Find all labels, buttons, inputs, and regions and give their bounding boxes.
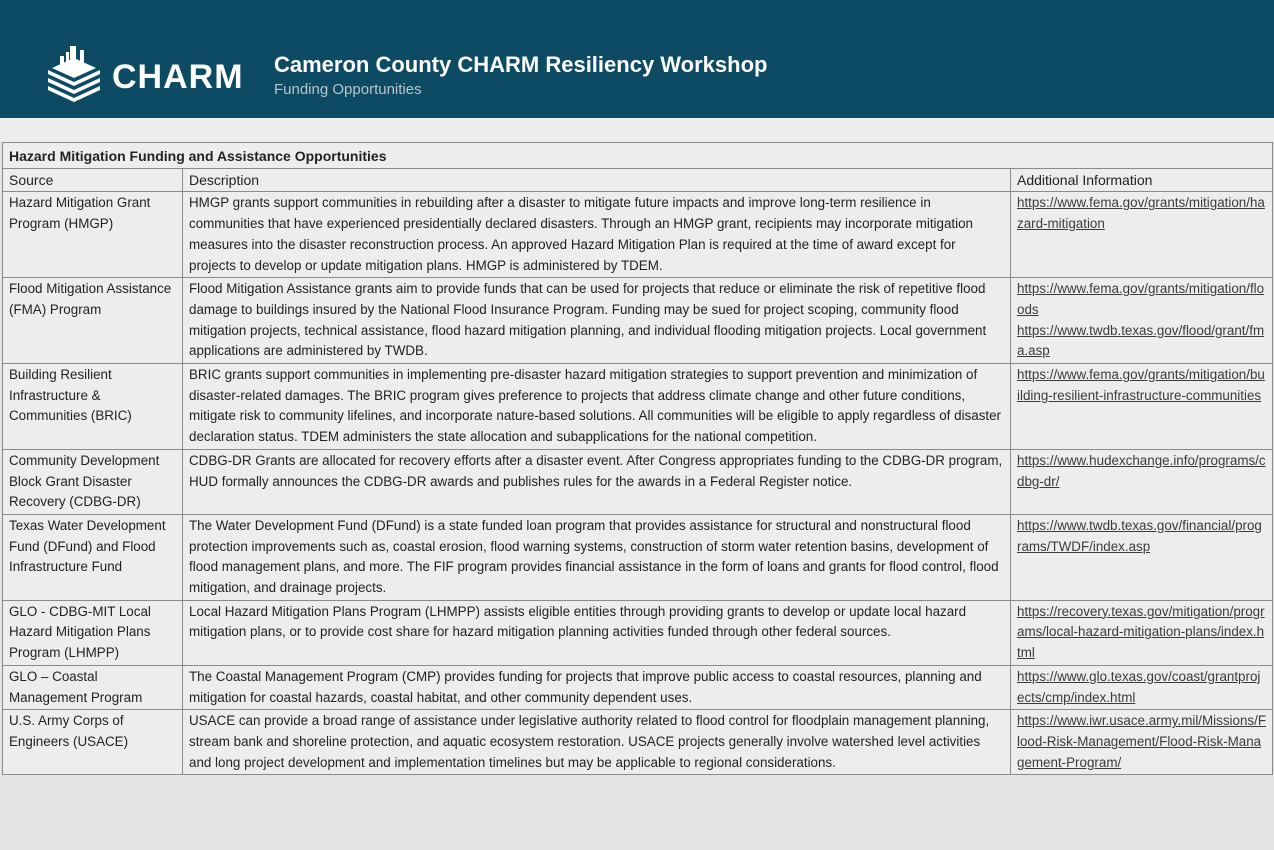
column-header-description: Description	[183, 168, 1011, 192]
column-header-source: Source	[3, 168, 183, 192]
description-cell: Flood Mitigation Assistance grants aim to provide funds that can be used for projects that reduce or eliminate the risk of repetitive flood damage to buildings insured by the National Flood Insurance Program. Funding may be sued for project scoping, community flood mitigation projects, technical assistance, flood hazard mitigation planning, and individual flooding mitigation projects. Local government applications are administered by TWDB.	[183, 278, 1011, 364]
additional-info-cell	[1011, 364, 1273, 450]
table-row	[3, 364, 1273, 450]
table-row	[3, 514, 1273, 600]
table-row	[3, 600, 1273, 665]
additional-info-cell	[1011, 665, 1273, 709]
section-title-row	[3, 143, 1273, 169]
description-cell: The Water Development Fund (DFund) is a state funded loan program that provides assistance for structural and nonstructural flood protection improvements such as, coastal erosion, flood warning systems, construction of storm water retention basins, development of flood management plans, and more. The FIF program provides financial assistance in the form of loans and grants for flood control, flood mitigation, and drainage projects.	[183, 514, 1011, 600]
additional-info-cell	[1011, 514, 1273, 600]
additional-info-cell	[1011, 192, 1273, 278]
column-header-row	[3, 168, 1273, 192]
additional-info-cell	[1011, 278, 1273, 364]
section-title: Hazard Mitigation Funding and Assistance Opportunities	[3, 143, 1273, 169]
page-title: Cameron County CHARM Resiliency Workshop	[274, 52, 768, 77]
info-link[interactable]: https://www.hudexchange.info/programs/cdbg-dr/	[1017, 452, 1266, 489]
charm-logo-icon	[44, 40, 104, 110]
table-body	[3, 192, 1273, 775]
funding-table	[2, 142, 1273, 775]
source-cell: Building Resilient Infrastructure & Communities (BRIC)	[3, 364, 183, 450]
source-cell: Texas Water Development Fund (DFund) and Flood Infrastructure Fund	[3, 514, 183, 600]
brand-name: CHARM	[112, 58, 244, 96]
description-cell: CDBG-DR Grants are allocated for recovery efforts after a disaster event. After Congress appropriates funding to the CDBG-DR program, HUD formally announces the CDBG-DR awards and publishes rules for the awards in a Federal Register notice.	[183, 449, 1011, 514]
description-cell: USACE can provide a broad range of assistance under legislative authority related to flood control for floodplain management planning, stream bank and shoreline protection, and aquatic ecosystem restoration. USACE projects generally involve watershed level activities and long project development and implementation timelines but may be applicable to regional considerations.	[183, 710, 1011, 775]
table-row	[3, 710, 1273, 775]
source-cell: Flood Mitigation Assistance (FMA) Program	[3, 278, 183, 364]
source-cell: GLO – Coastal Management Program	[3, 665, 183, 709]
header-spacer	[0, 118, 1274, 142]
info-link[interactable]: https://www.iwr.usace.army.mil/Missions/Flood-Risk-Management/Flood-Risk-Management-Program/	[1017, 713, 1267, 770]
info-link[interactable]: https://www.fema.gov/grants/mitigation/building-resilient-infrastructure-communities	[1017, 367, 1265, 403]
description-cell: BRIC grants support communities in implementing pre-disaster hazard mitigation strategies to support prevention and minimization of disaster-related damages. The BRIC program gives preference to projects that address climate change and other future conditions, mitigate risk to community lifelines, and incorporate nature-based solutions. All communities will be eligible to apply regardless of disaster declaration status. TDEM administers the state allocation and subapplications for the national competition.	[183, 364, 1011, 450]
source-cell: Hazard Mitigation Grant Program (HMGP)	[3, 192, 183, 278]
page-subtitle: Funding Opportunities	[274, 81, 422, 98]
additional-info-cell	[1011, 710, 1273, 775]
page-header	[0, 0, 1274, 118]
table-row	[3, 449, 1273, 514]
additional-info-cell	[1011, 449, 1273, 514]
additional-info-cell	[1011, 600, 1273, 665]
description-cell: Local Hazard Mitigation Plans Program (LHMPP) assists eligible entities through providing grants to develop or update local hazard mitigation plans, or to provide cost share for hazard mitigation planning activities funded through other federal sources.	[183, 600, 1011, 665]
description-cell: The Coastal Management Program (CMP) provides funding for projects that improve public access to coastal resources, planning and mitigation for coastal hazards, coastal habitat, and other community dependent uses.	[183, 665, 1011, 709]
column-header-additional-info: Additional Information	[1011, 168, 1273, 192]
source-cell: Community Development Block Grant Disaster Recovery (CDBG-DR)	[3, 449, 183, 514]
info-link[interactable]: https://www.glo.texas.gov/coast/grantprojects/cmp/index.html	[1017, 668, 1261, 705]
table-row	[3, 192, 1273, 278]
info-link[interactable]: https://www.fema.gov/grants/mitigation/hazard-mitigation	[1017, 195, 1265, 232]
source-cell: GLO - CDBG-MIT Local Hazard Mitigation Plans Program (LHMPP)	[3, 600, 183, 665]
info-link[interactable]: https://www.twdb.texas.gov/flood/grant/fma.asp	[1017, 322, 1265, 359]
description-cell: HMGP grants support communities in rebuilding after a disaster to mitigate future impacts and improve long-term resilience in communities that have experienced presidentially declared disasters. Through an HMGP grant, recipients may incorporate mitigation measures into the disaster reconstruction process. An approved Hazard Mitigation Plan is required at the time of award except for projects to develop or update mitigation plans. HMGP is administered by TDEM.	[183, 192, 1011, 278]
table-row	[3, 278, 1273, 364]
table-row	[3, 665, 1273, 709]
info-link[interactable]: https://recovery.texas.gov/mitigation/programs/local-hazard-mitigation-plans/index.html	[1017, 603, 1265, 661]
info-link[interactable]: https://www.twdb.texas.gov/financial/programs/TWDF/index.asp	[1017, 517, 1262, 554]
info-link[interactable]: https://www.fema.gov/grants/mitigation/floods	[1017, 281, 1265, 317]
source-cell: U.S. Army Corps of Engineers (USACE)	[3, 710, 183, 775]
